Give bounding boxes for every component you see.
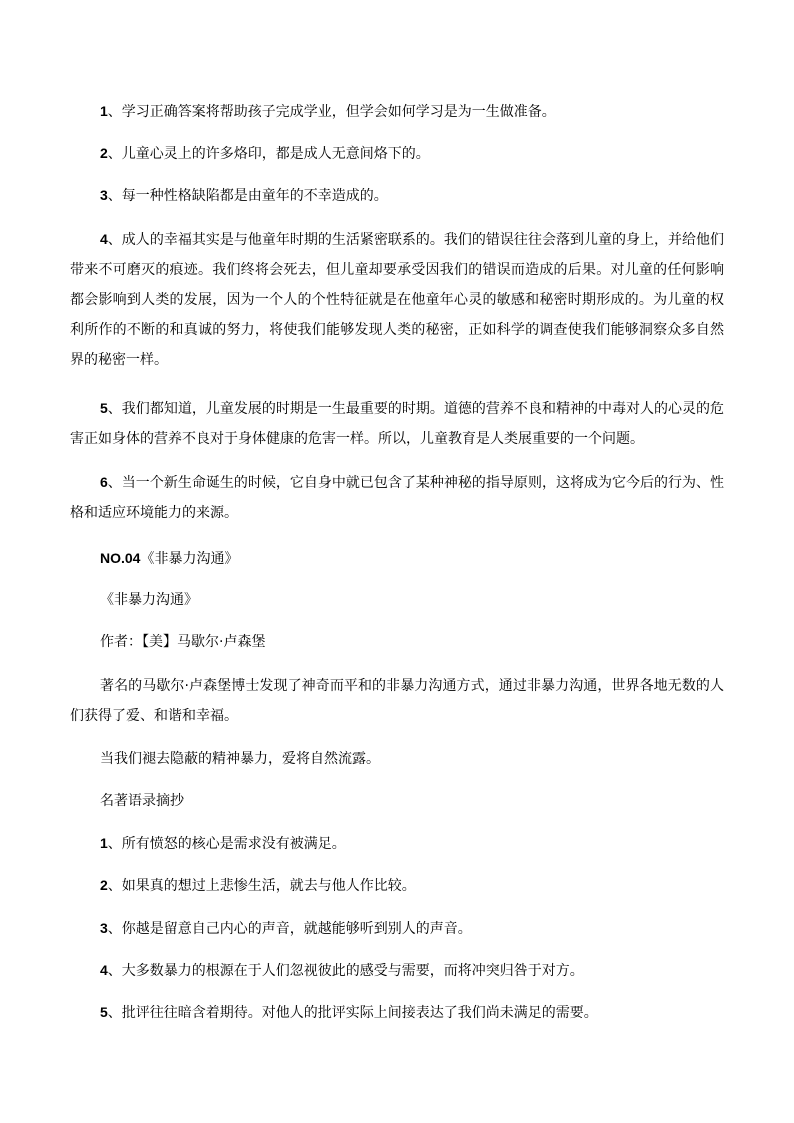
paragraph-text: 、所有愤怒的核心是需求没有被满足。 xyxy=(107,836,346,852)
item-number: 4 xyxy=(100,231,108,247)
paragraph-quote-3 xyxy=(70,180,724,211)
item-number: 5 xyxy=(100,400,108,416)
paragraph-quote-b3 xyxy=(70,913,724,944)
paragraph-quote-b2 xyxy=(70,870,724,901)
book-title xyxy=(70,585,724,615)
item-number: 6 xyxy=(100,474,108,490)
book-title-text: 《非暴力沟通》 xyxy=(100,592,198,608)
item-number: 2 xyxy=(100,877,108,893)
paragraph-quote-b5 xyxy=(70,997,724,1028)
book-author xyxy=(70,627,724,657)
section-title: 《非暴力沟通》 xyxy=(140,551,239,567)
paragraph-text: 、批评往往暗含着期待。对他人的批评实际上间接表达了我们尚未满足的需要。 xyxy=(107,1005,598,1021)
paragraph-text: 、当一个新生命诞生的时候，它自身中就已包含了某种神秘的指导原则，这将成为它今后的行为、性格和适应环境能力的来源。 xyxy=(70,475,724,521)
paragraph-text: 、儿童心灵上的许多烙印，都是成人无意间烙下的。 xyxy=(107,146,430,162)
tagline-text: 当我们褪去隐蔽的精神暴力，爱将自然流露。 xyxy=(100,751,380,767)
paragraph-text: 、每一种性格缺陷都是由童年的不幸造成的。 xyxy=(107,188,388,204)
paragraph-quote-1 xyxy=(70,96,724,127)
quotes-heading-text: 名著语录摘抄 xyxy=(100,793,184,809)
paragraph-quote-6 xyxy=(70,467,724,528)
item-number: 3 xyxy=(100,920,108,936)
quotes-heading xyxy=(70,786,724,816)
paragraph-text: 、你越是留意自己内心的声音，就越能够听到别人的声音。 xyxy=(107,921,472,937)
item-number: 4 xyxy=(100,962,108,978)
item-number: 3 xyxy=(100,187,108,203)
item-number: 2 xyxy=(100,145,108,161)
paragraph-quote-b4 xyxy=(70,955,724,986)
item-number: 1 xyxy=(100,103,108,119)
section-heading xyxy=(70,543,724,574)
paragraph-quote-4 xyxy=(70,224,724,375)
book-intro xyxy=(70,671,724,731)
item-number: 5 xyxy=(100,1004,108,1020)
paragraph-text: 、如果真的想过上悲惨生活，就去与他人作比较。 xyxy=(107,878,416,894)
paragraph-text: 、大多数暴力的根源在于人们忽视彼此的感受与需要，而将冲突归咎于对方。 xyxy=(107,963,584,979)
paragraph-text: 、成人的幸福其实是与他童年时期的生活紧密联系的。我们的错误往往会落到儿童的身上，并给他们带来不可磨灭的痕迹。我们终将会死去，但儿童却要承受因我们的错误而造成的后果。对儿童的任何影响都会影响到人类的发展，因为一个人的个性特征就是在他童年心灵的敏感和秘密时期形成的。为儿童的权利所作的不断的和真诚的努力，将使我们能够发现人类的秘密，正如科学的调查使我们能够洞察众多自然界的秘密一样。 xyxy=(70,232,724,368)
intro-text: 著名的马歇尔·卢森堡博士发现了神奇而平和的非暴力沟通方式，通过非暴力沟通，世界各地无数的人们获得了爱、和谐和幸福。 xyxy=(70,678,724,724)
paragraph-quote-5 xyxy=(70,393,724,454)
paragraph-quote-b1 xyxy=(70,828,724,859)
book-tagline xyxy=(70,744,724,774)
paragraph-text: 、我们都知道，儿童发展的时期是一生最重要的时期。道德的营养不良和精神的中毒对人的心灵的危害正如身体的营养不良对于身体健康的危害一样。所以，儿童教育是人类展重要的一个问题。 xyxy=(70,401,724,447)
item-number: 1 xyxy=(100,835,108,851)
author-text: 作者：【美】马歇尔·卢森堡 xyxy=(100,634,266,650)
paragraph-text: 、学习正确答案将帮助孩子完成学业，但学会如何学习是为一生做准备。 xyxy=(107,104,556,120)
paragraph-quote-2 xyxy=(70,138,724,169)
section-number: NO.04 xyxy=(100,550,141,566)
